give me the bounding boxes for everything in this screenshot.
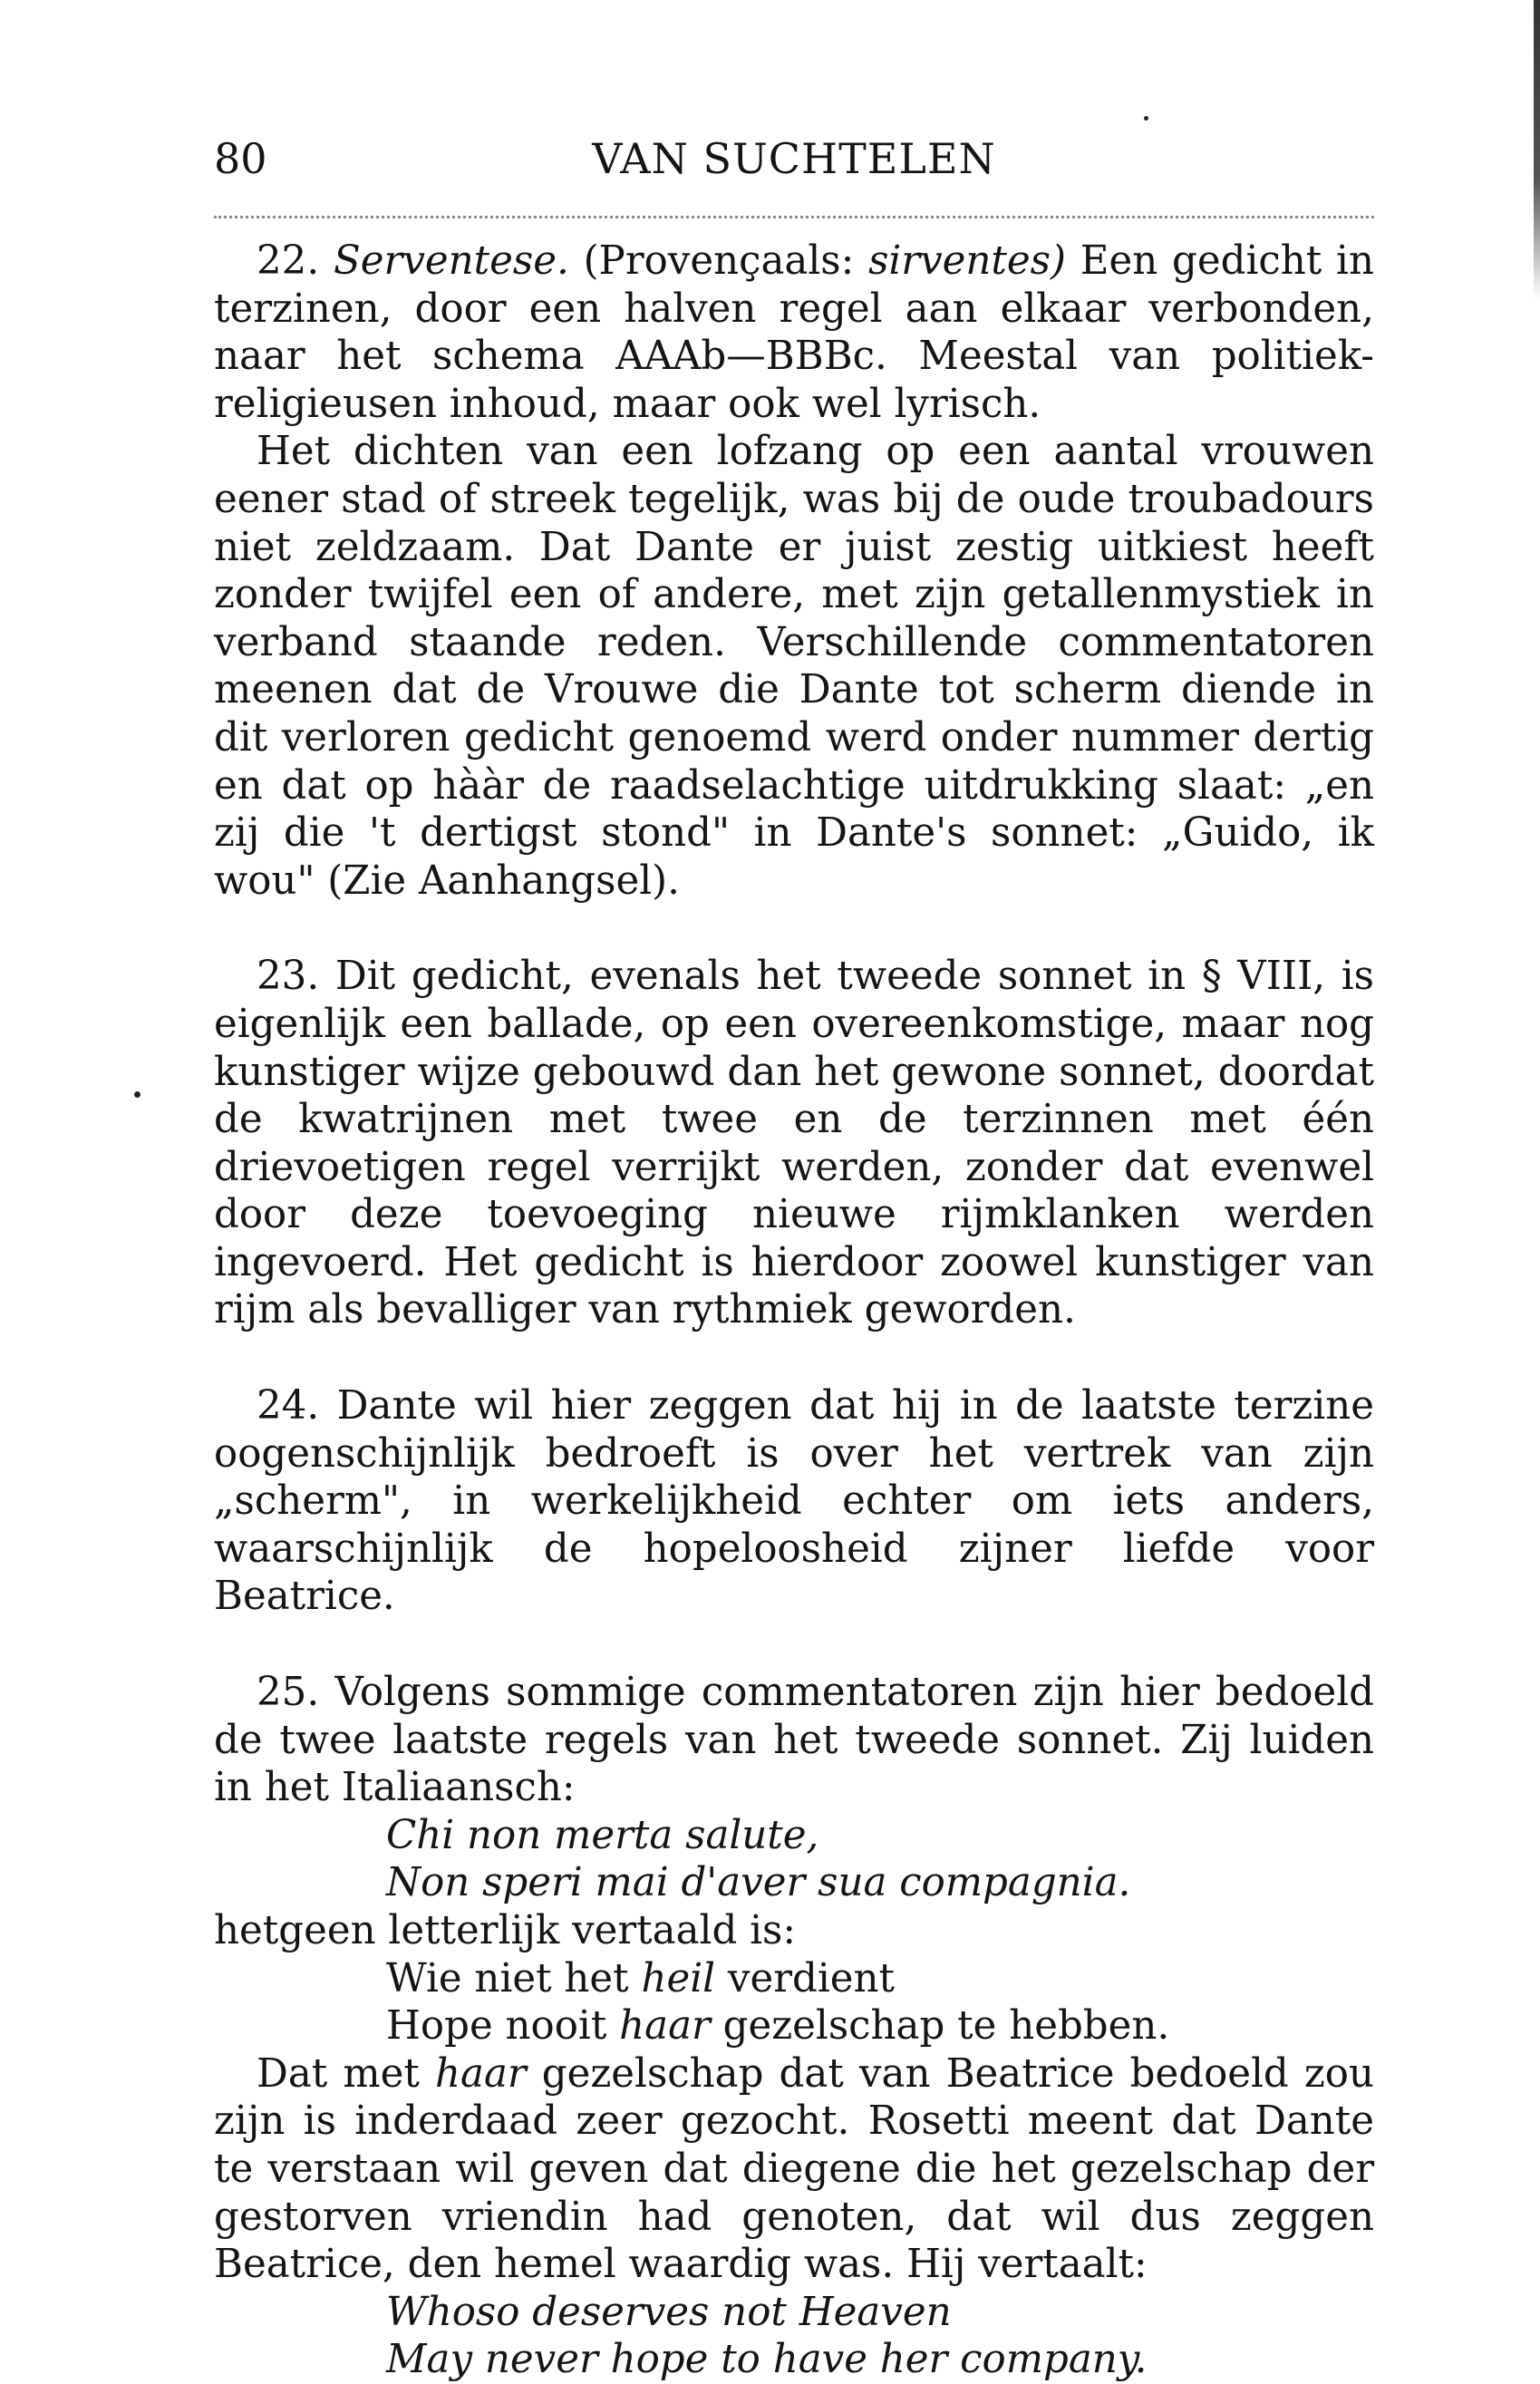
header-divider bbox=[214, 216, 1374, 218]
english-verse-line: May never hope to have her company. bbox=[386, 2337, 1148, 2383]
dutch-translation bbox=[386, 1955, 1374, 2050]
note-22 bbox=[214, 237, 1374, 905]
note-23-paragraph bbox=[214, 953, 1374, 1334]
verse-text: gezelschap te hebben. bbox=[710, 2003, 1170, 2050]
verse-text: verdient bbox=[715, 1955, 896, 2001]
page-header bbox=[214, 127, 1374, 190]
verse-text: Hope nooit bbox=[386, 2003, 620, 2050]
note-text-italic: haar bbox=[435, 2050, 527, 2097]
note-text: Dit gedicht, evenals het tweede sonnet in § VIII, is eigenlijk een ballade, op een overeenkomstige, maar nog kunstiger wijze gebouwd dan het gewone sonnet, doordat de kwatrijnen met twee en de terzinnen met één drievoetigen regel verrijkt werden, zonder dat evenwel door deze toevoeging nieuwe rijmklanken werden ingevoerd. Het gedicht is hierdoor zoowel kunstiger van rijm als bevalliger van rythmiek geworden. bbox=[214, 954, 1374, 1333]
note-24 bbox=[214, 1382, 1374, 1621]
verse-emphasis: heil bbox=[641, 1955, 716, 2001]
note-number: 24. bbox=[257, 1383, 320, 1429]
note-25 bbox=[214, 1669, 1374, 2384]
note-24-paragraph bbox=[214, 1382, 1374, 1621]
scan-edge-artifact bbox=[1534, 0, 1540, 299]
note-text: (Provençaals: bbox=[583, 238, 869, 284]
english-verse-line: Whoso deserves not Heaven bbox=[386, 2289, 952, 2335]
italian-quote bbox=[386, 1812, 1374, 1907]
note-text: Dat met bbox=[257, 2050, 435, 2097]
note-title: Serventese. bbox=[333, 238, 569, 284]
scan-speck bbox=[1144, 116, 1148, 121]
note-number: 23. bbox=[257, 954, 320, 1000]
dutch-verse-line bbox=[386, 2002, 1374, 2050]
english-translation bbox=[386, 2289, 1374, 2384]
scan-speck bbox=[134, 1091, 140, 1098]
verse-emphasis: haar bbox=[619, 2003, 711, 2050]
page-number: 80 bbox=[214, 134, 267, 183]
italian-verse-line: Non speri mai d'aver sua compagnia. bbox=[386, 1860, 1131, 1906]
note-text: Dante wil hier zeggen dat hij in de laatste terzine oogenschijnlijk bedroeft is over het vertrek van zijn „scherm", in werkelijkheid echter om iets anders, waarschijnlijk de hopeloosheid zijner liefde voor Beatrice. bbox=[214, 1383, 1374, 1620]
note-23 bbox=[214, 953, 1374, 1334]
note-text: Volgens sommige commentatoren zijn hier bedoeld de twee laatste regels van het tweede sonnet. Zij luiden in het Italiaansch: bbox=[214, 1670, 1374, 1811]
italian-verse-line: Chi non merta salute, bbox=[386, 1812, 819, 1858]
note-text-italic: sirventes) bbox=[868, 238, 1066, 284]
note-number: 25. bbox=[257, 1670, 320, 1716]
translation-intro: hetgeen letterlijk vertaald is: bbox=[214, 1908, 797, 1953]
running-head: VAN SUCHTELEN bbox=[592, 134, 996, 183]
notes-body bbox=[214, 237, 1374, 2384]
note-25-intro bbox=[214, 1669, 1374, 1812]
dutch-verse-line bbox=[386, 1955, 1374, 2003]
note-25-commentary bbox=[214, 2050, 1374, 2289]
note-22-paragraph-1 bbox=[214, 237, 1374, 428]
note-text: Een gedicht in terzinen, door een halven regel aan elkaar verbonden, naar het schema AAAb—BBBc. Meestal van politiek-religieusen inhoud, maar ook wel lyrisch. bbox=[214, 238, 1374, 427]
verse-text: Wie niet het bbox=[386, 1955, 642, 2001]
note-number: 22. bbox=[257, 238, 320, 284]
note-22-paragraph-2: Het dichten van een lofzang op een aantal vrouwen eener stad of streek tegelijk, was bij de oude troubadours niet zeldzaam. Dat Dante er juist zestig uitkiest heeft zonder twijfel een of andere, met zijn getallenmystiek in verband staande reden. Verschillende commentatoren meenen dat de Vrouwe die Dante tot scherm diende in dit verloren gedicht genoemd werd onder nummer dertig en dat op hààr de raadselachtige uitdrukking slaat: „en zij die 't dertigst stond" in Dante's sonnet: „Guido, ik wou" (Zie Aanhangsel). bbox=[214, 429, 1374, 904]
note-text: gezelschap dat van Beatrice bedoeld zou zijn is inderdaad zeer gezocht. Rosetti meent dat Dante te verstaan wil geven dat diegene die het gezelschap der gestorven vriendin had genoten, dat wil dus zeggen Beatrice, den hemel waardig was. Hij vertaalt: bbox=[214, 2050, 1374, 2288]
